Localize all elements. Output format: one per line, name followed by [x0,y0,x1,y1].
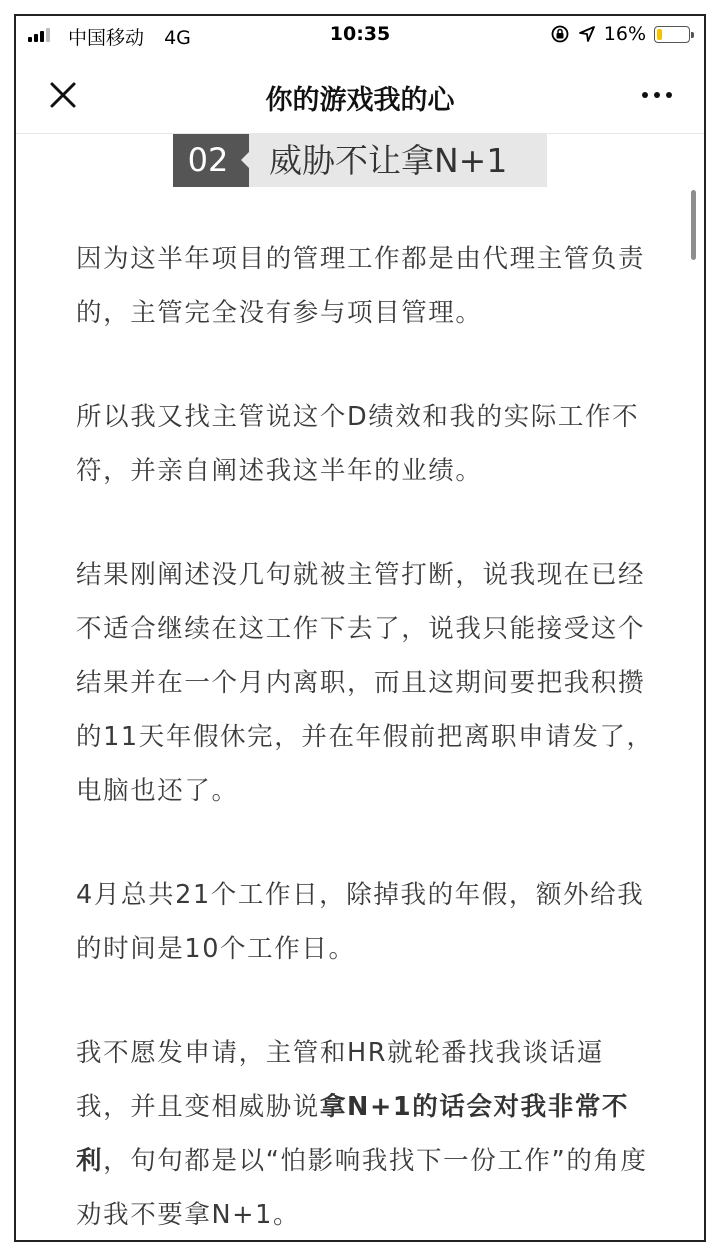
network-type: 4G [164,27,191,49]
paragraph [76,1026,656,1242]
location-arrow-icon [578,25,596,43]
more-dot-icon [642,92,648,98]
paragraph: 4月总共21个工作日，除掉我的年假，额外给我的时间是10个工作日。 [76,880,645,964]
carrier-name: 中国移动 [68,27,145,49]
paragraph-text: ，句句都是以“怕影响我找下一份工作”的角度劝我不要拿N+1。 [76,1146,648,1230]
orientation-lock-icon [550,24,570,44]
section-header [173,134,547,187]
scrollbar[interactable] [691,190,696,260]
status-icons [550,23,690,45]
nav-bar [16,56,704,134]
phone-frame [14,14,706,1242]
status-bar [16,16,704,56]
article-content[interactable] [16,134,704,1242]
more-options-button[interactable] [642,92,672,98]
status-time: 10:35 [329,23,391,45]
page-title: 你的游戏我的心 [265,85,455,116]
more-dot-icon [666,92,672,98]
paragraph-bold-text: 拿N+1的话会对我非常不利 [76,1092,630,1176]
battery-percent: 16% [603,23,646,45]
more-dot-icon [654,92,660,98]
section-title: 威胁不让拿N+1 [249,134,547,187]
paragraph: 因为这半年项目的管理工作都是由代理主管负责的，主管完全没有参与项目管理。 [76,244,646,328]
battery-icon [654,26,690,43]
paragraph: 所以我又找主管说这个D绩效和我的实际工作不符，并亲自阐述我这半年的业绩。 [76,402,640,486]
paragraph-text: 我不愿发申请，主管和HR就轮番找我谈话逼我，并且变相威胁说 [76,1038,604,1122]
paragraph: 结果刚阐述没几句就被主管打断，说我现在已经不适合继续在这工作下去了，说我只能接受这个结果并在一个月内离职，而且这期间要把我积攒的11天年假休完，并在年假前把离职申请发了，电脑也还了。 [76,560,654,806]
section-number: 02 [173,134,249,187]
battery-level-fill [657,29,662,40]
